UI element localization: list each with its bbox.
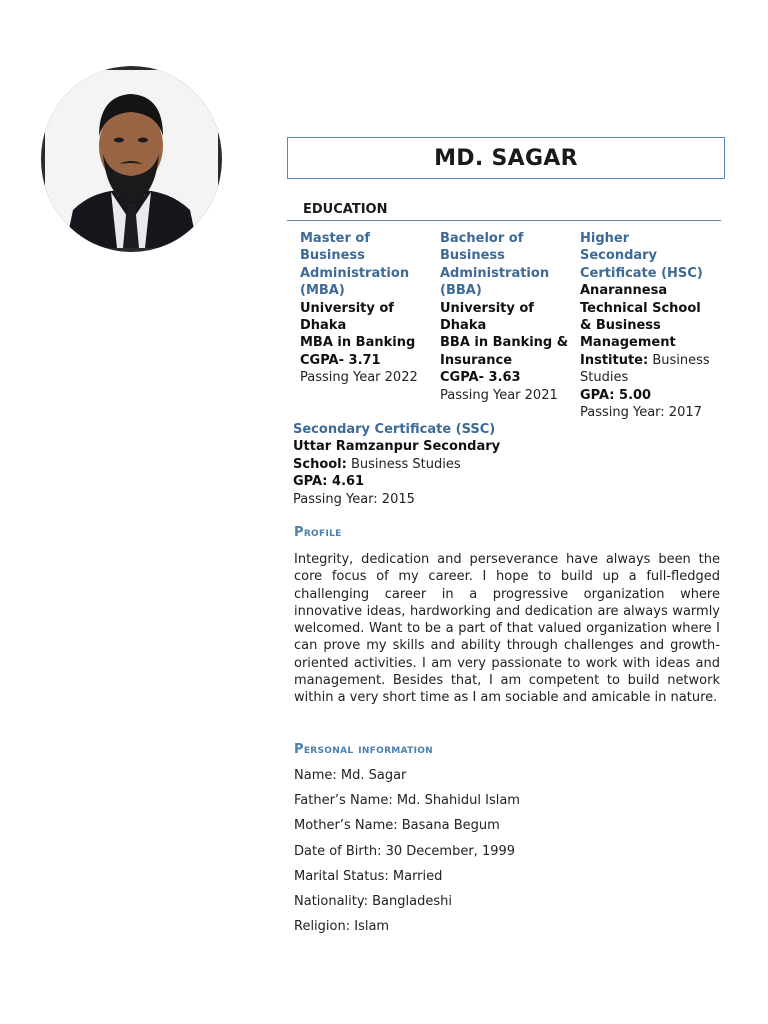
- personal-info-heading: Personal information: [294, 742, 434, 757]
- personal-info-father: Father’s Name: Md. Shahidul Islam: [294, 793, 520, 809]
- degree-title: Higher Secondary Certificate (HSC): [580, 231, 703, 281]
- passing-year: Passing Year: 2015: [293, 491, 415, 507]
- education-heading: EDUCATION: [303, 202, 388, 217]
- profile-heading: Profile: [294, 525, 342, 540]
- grade: CGPA- 3.63: [440, 370, 521, 386]
- degree-title: Bachelor of Business Administration (BBA): [440, 231, 550, 299]
- education-entry-ssc: [293, 421, 513, 508]
- profile-summary: Integrity, dedication and perseverance have always been the core focus of my career. I hope to build up a full-fledged challenging career in a progressive organization where innovative ideas, hardworking and dedication are always warmly welcomed. Want to be a part of that valued organization where I can prove my skills and ability through challenges and growth-oriented activities. I am very passionate to work with ideas and management. Besides that, I am competent to build network within a very short time as I am sociable and amicable in nature.: [294, 552, 720, 706]
- profile-photo: [41, 66, 222, 252]
- candidate-name: MD. SAGAR: [434, 145, 578, 171]
- degree-title: Master of Business Administration (MBA): [300, 231, 410, 299]
- education-entry-hsc: [580, 230, 710, 421]
- institution: University of Dhaka: [440, 300, 534, 334]
- education-entry-mba: [300, 230, 432, 387]
- institution: Anarannesa Technical School & Business Management Institute:: [580, 283, 701, 368]
- passing-year: Passing Year 2021: [440, 387, 558, 403]
- passing-year: Passing Year: 2017: [580, 405, 702, 421]
- major: BBA in Banking & Insurance: [440, 335, 569, 368]
- personal-info-dob: Date of Birth: 30 December, 1999: [294, 843, 516, 859]
- institution: University of Dhaka: [300, 300, 394, 334]
- passing-year: Passing Year 2022: [300, 370, 418, 386]
- major: MBA in Banking: [300, 335, 416, 351]
- personal-info-religion: Religion: Islam: [294, 919, 390, 935]
- personal-info-name: Name: Md. Sagar: [294, 768, 407, 783]
- degree-title: Secondary Certificate (SSC): [293, 422, 496, 437]
- education-divider: [287, 220, 721, 221]
- grade: GPA: 5.00: [580, 387, 652, 403]
- name-header: [287, 137, 725, 179]
- institution-line: [293, 438, 513, 473]
- portrait-image: [45, 70, 218, 248]
- institution-line: [580, 282, 710, 386]
- major: Business Studies: [346, 456, 461, 472]
- institution: Uttar Ramzanpur Secondary School:: [293, 439, 501, 472]
- personal-info-nationality: Nationality: Bangladeshi: [294, 893, 452, 909]
- education-entry-bba: [440, 230, 572, 404]
- personal-info-marital-status: Marital Status: Married: [294, 868, 443, 884]
- personal-info-mother: Mother’s Name: Basana Begum: [294, 818, 500, 834]
- grade: CGPA- 3.71: [300, 352, 381, 368]
- grade: GPA: 4.61: [293, 474, 365, 490]
- personal-info-list: [294, 767, 714, 943]
- major: Business Studies: [580, 352, 710, 386]
